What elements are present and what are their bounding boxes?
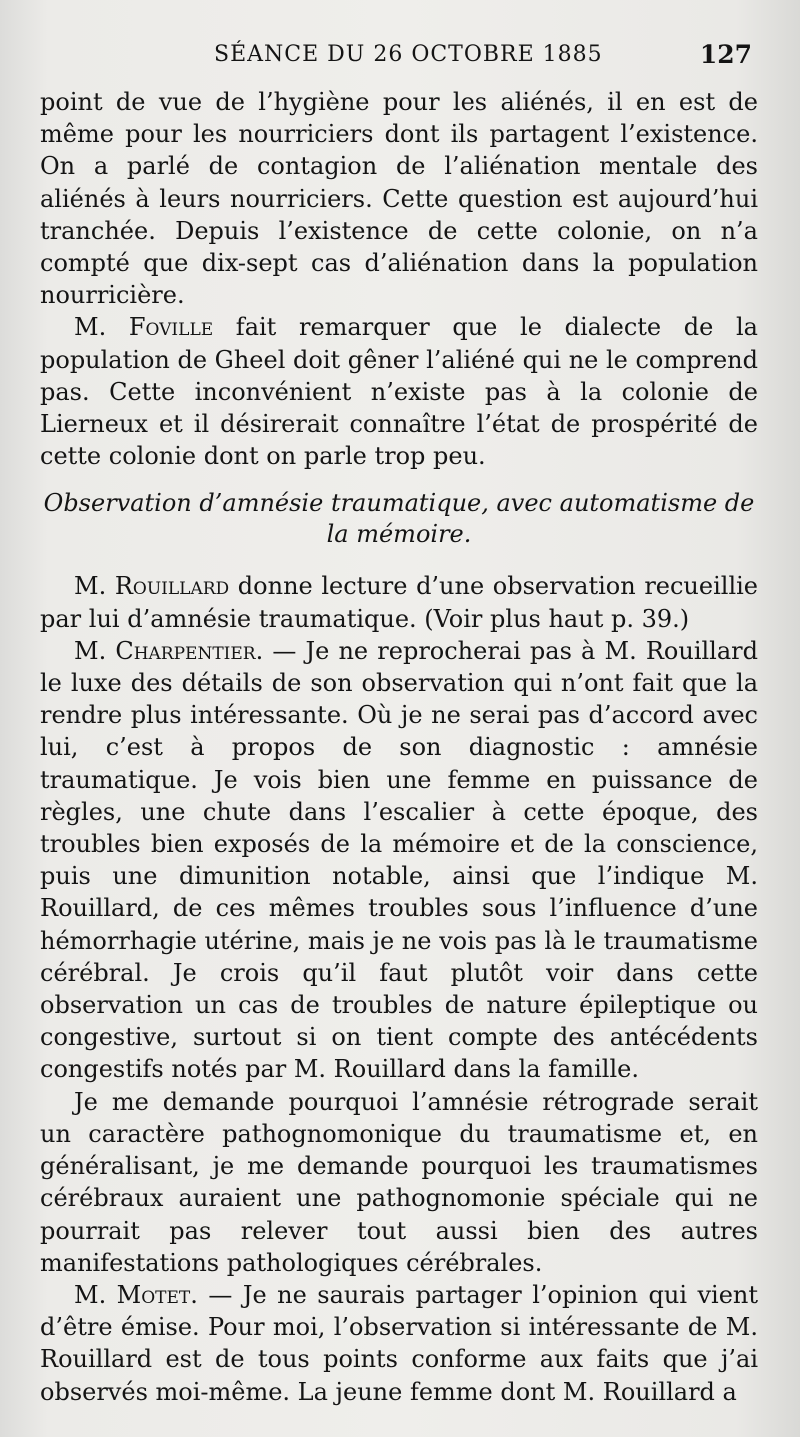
paragraph-text: — Je ne saurais partager l’opinion qui vient d’être émise. Pour moi, l’observation si intéressante de M. Rouillard est de tous points conforme aux faits que j’ai observés moi-même. La jeune femme dont M. Rouillard a <box>40 1280 759 1406</box>
speaker-name: M. Foville <box>74 313 214 342</box>
paragraph-motet <box>40 1279 758 1408</box>
paragraph-foville <box>40 311 758 472</box>
section-title: Observation d’amnésie traumatique, avec automatisme de la mémoire. <box>43 489 755 549</box>
page-header <box>44 42 760 74</box>
page-number: 127 <box>699 40 752 69</box>
paragraph-text: — Je ne reprocherai pas à M. Rouillard le luxe des détails de son observation qui n’ont fait que la rendre plus intéressante. Où je ne serai pas d’accord avec lui, c’est à propos de son diagnostic : amnésie traumatique. Je vois bien une femme en puissance de règles, une chute dans l’escalier à cette époque, des troubles bien exposés de la mémoire et de la conscience, puis une dimunition notable, ainsi que l’indique M. Rouillard, de ces mêmes troubles sous l’influence d’une hémorrhagie utérine, mais je ne vois pas là le traumatisme cérébral. Je crois qu’il faut plutôt voir dans cette observation un cas de troubles de nature épileptique ou congestive, surtout si on tient compte des antécédents congestifs notés par M. Rouillard dans la famille. <box>40 636 759 1084</box>
paragraph-rouillard <box>40 570 758 634</box>
paragraph-text: donne lecture d’une observation recueillie par lui d’amnésie traumatique. (Voir plus haut p. 39.) <box>40 572 758 633</box>
paragraph-amnesie: Je me demande pourquoi l’amnésie rétrograde serait un caractère pathognomonique du traumatisme et, en généralisant, je me demande pourquoi les traumatismes cérébraux auraient une pathognomonie spéciale qui ne pourrait pas relever tout aussi bien des autres manifestations pathologiques cérébrales. <box>40 1087 758 1277</box>
paragraph-text: fait remarquer que le dialecte de la population de Gheel doit gêner l’aliéné qui ne le comprend pas. Cette inconvénient n’existe pas à la colonie de Lierneux et il désirerait connaître l’état de prospérité de cette colonie dont on parle trop peu. <box>40 313 758 471</box>
speaker-name: M. Motet. <box>74 1280 198 1309</box>
paragraph-continuation: point de vue de l’hygiène pour les aliénés, il en est de même pour les nourriciers dont ils partagent l’existence. On a parlé de contagion de l’aliénation mentale des aliénés à leurs nourriciers. Cette question est aujourd’hui tranchée. Depuis l’existence de cette colonie, on n’a compté que dix-sept cas d’aliénation dans la population nourricière. <box>40 88 758 310</box>
running-head: SÉANCE DU 26 OCTOBRE 1885 <box>214 42 603 67</box>
body-text <box>40 86 758 1408</box>
paragraph-charpentier <box>40 635 758 1086</box>
speaker-name: M. Rouillard <box>74 572 230 601</box>
speaker-name: M. Charpentier. <box>74 636 264 665</box>
